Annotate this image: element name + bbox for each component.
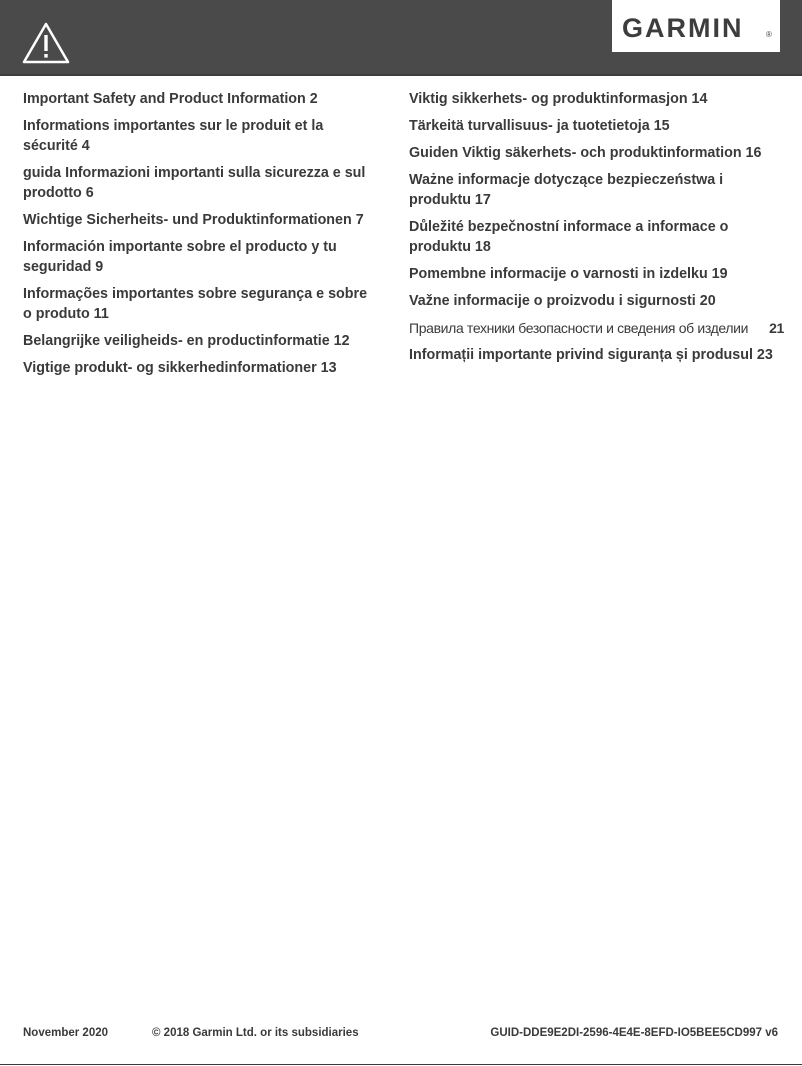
bottom-rule — [0, 1064, 802, 1065]
toc-left-column — [23, 89, 373, 385]
toc-item-norwegian[interactable]: Viktig sikkerhets- og produktinformasjon 14 — [409, 91, 708, 107]
toc-item-polish[interactable]: Ważne informacje dotyczące bezpieczeństwa i produktu 17 — [409, 172, 724, 208]
toc-item-english[interactable]: Important Safety and Product Information 2 — [23, 91, 318, 107]
toc-item-russian[interactable] — [409, 318, 784, 338]
toc-item-russian-title: Правила техники безопасности и сведения об изделии — [409, 320, 749, 336]
footer-copyright: © 2018 Garmin Ltd. or its subsidiaries — [152, 1027, 359, 1039]
footer — [0, 1027, 802, 1043]
toc-item-italian[interactable]: guida Informazioni importanti sulla sicurezza e sul prodotto 6 — [23, 165, 366, 201]
toc-item-swedish[interactable]: Guiden Viktig säkerhets- och produktinformation 16 — [409, 145, 762, 161]
warning-triangle-icon — [22, 22, 70, 64]
header-divider — [0, 74, 802, 76]
toc-item-german[interactable]: Wichtige Sicherheits- und Produktinformationen 7 — [23, 212, 364, 228]
toc-item-spanish[interactable]: Información importante sobre el producto y tu seguridad 9 — [23, 239, 337, 275]
toc-item-finnish[interactable]: Tärkeitä turvallisuus- ja tuotetietoja 15 — [409, 118, 670, 134]
toc-item-romanian[interactable]: Informații importante privind siguranța și produsul 23 — [409, 347, 773, 363]
header-bar — [0, 0, 802, 75]
toc-item-dutch[interactable]: Belangrijke veiligheids- en productinformatie 12 — [23, 333, 350, 349]
toc-item-portuguese[interactable]: Informações importantes sobre segurança e sobre o produto 11 — [23, 286, 368, 322]
toc-item-croatian[interactable]: Važne informacije o proizvodu i sigurnosti 20 — [409, 293, 716, 309]
footer-date: November 2020 — [23, 1027, 109, 1039]
toc-item-french[interactable]: Informations importantes sur le produit et la sécurité 4 — [23, 118, 324, 154]
footer-guid: GUID-DDE9E2DI-2596-4E4E-8EFD-IO5BEE5CD997 v6 — [490, 1027, 778, 1039]
toc-item-czech[interactable]: Důležité bezpečnostní informace a informace o produktu 18 — [409, 219, 729, 255]
logo-text: GARMIN — [622, 13, 744, 42]
garmin-logo — [612, 0, 780, 52]
registered-mark: ® — [766, 30, 772, 39]
toc-item-danish[interactable]: Vigtige produkt- og sikkerhedinformationer 13 — [23, 360, 337, 376]
toc-item-slovenian[interactable]: Pomembne informacije o varnosti in izdelku 19 — [409, 266, 728, 282]
toc-right-column — [409, 89, 784, 372]
toc-item-russian-page: 21 — [769, 320, 784, 336]
